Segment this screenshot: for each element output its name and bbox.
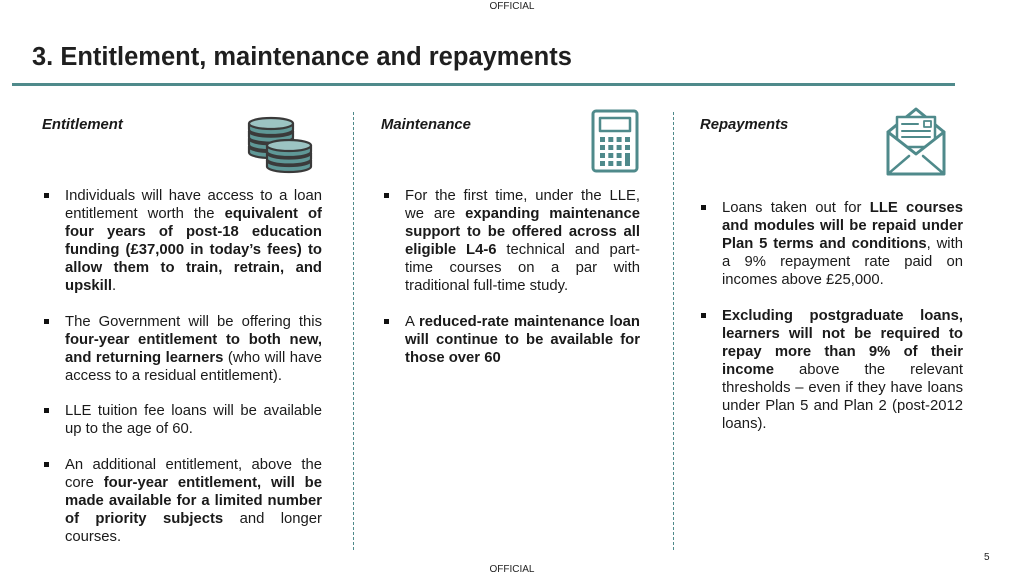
bullet-text: LLE tuition fee loans will be available up to the age of 60.	[65, 403, 322, 438]
bullet-item	[65, 456, 322, 546]
bullet-text: and longer courses.	[65, 511, 322, 546]
calculator-icon	[590, 108, 640, 174]
entitlement-bullet-list	[65, 187, 322, 564]
bullet-text: For the first time, under the LLE, we are	[405, 188, 640, 222]
bullet-item	[722, 307, 963, 433]
slide-title: 3. Entitlement, maintenance and repayments	[32, 43, 572, 71]
bullet-text: technical and part-time courses on a par with traditional full-time study.	[405, 242, 640, 294]
column-divider-1	[353, 112, 354, 550]
bullet-text-emphasis: four-year entitlement to both new, and returning learners	[65, 331, 322, 366]
envelope-icon	[884, 104, 948, 178]
column-divider-2	[673, 112, 674, 550]
security-marking-bottom: OFFICIAL	[489, 564, 535, 575]
bullet-item	[722, 199, 963, 289]
bullet-text: Loans taken out for	[722, 200, 870, 216]
bullet-item	[65, 187, 322, 295]
security-marking-top: OFFICIAL	[489, 1, 535, 12]
bullet-text: A	[405, 313, 419, 330]
title-underline	[12, 83, 955, 86]
bullet-text-emphasis: equivalent of four years of post-18 education funding (£37,000 in today’s fees) to allow them to train, retrain, and upskill	[65, 206, 322, 294]
bullet-text-emphasis: expanding maintenance support to be offered across all eligible L4-6	[405, 206, 640, 258]
bullet-item	[405, 187, 640, 295]
bullet-text: above the relevant thresholds – even if they have loans under Plan 5 and Plan 2 (post-2012 loans).	[722, 361, 963, 432]
bullet-text: , with a 9% repayment rate paid on incomes above £25,000.	[722, 236, 963, 288]
maintenance-bullet-list	[405, 187, 640, 384]
entitlement-heading: Entitlement	[42, 117, 123, 133]
coins-icon	[246, 114, 316, 176]
bullet-text-emphasis: reduced-rate maintenance loan will continue to be available for those over 60	[405, 313, 640, 366]
bullet-text: An additional entitlement, above the core	[65, 457, 322, 492]
bullet-item	[65, 313, 322, 385]
bullet-text-emphasis: four-year entitlement, will be made available for a limited number of priority subjects	[65, 475, 322, 528]
repayments-bullet-list	[722, 199, 963, 450]
bullet-text: The Government will be offering this	[65, 313, 322, 330]
bullet-text: Individuals will have access to a loan entitlement worth the	[65, 188, 322, 222]
bullet-text-emphasis: Excluding postgraduate loans, learners will not be required to repay more than 9% of their income	[722, 307, 963, 378]
page-number: 5	[984, 552, 990, 563]
bullet-text-emphasis: LLE courses and modules will be repaid under Plan 5 terms and conditions	[722, 200, 963, 252]
bullet-text: .	[112, 278, 117, 294]
repayments-heading: Repayments	[700, 117, 789, 133]
bullet-text: (who will have access to a residual entitlement).	[65, 349, 322, 384]
bullet-item	[65, 402, 322, 438]
maintenance-heading: Maintenance	[381, 117, 471, 133]
bullet-item	[405, 313, 640, 367]
